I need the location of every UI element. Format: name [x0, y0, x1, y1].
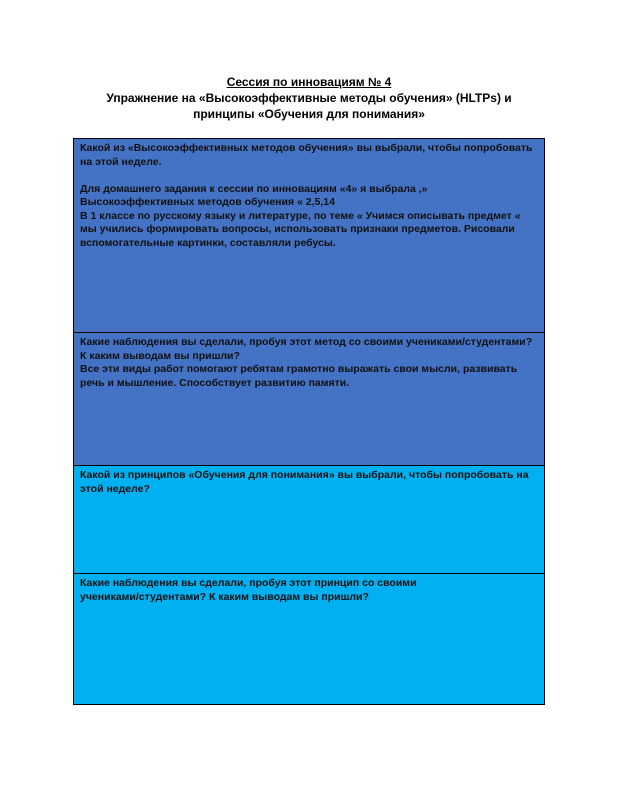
- row-1-question-line-2: на этой неделе.: [80, 155, 162, 168]
- row-2-question-line-2: К каким выводам вы пришли?: [80, 349, 240, 362]
- row-2-answer-line-1: Все эти виды работ помогают ребятам грамотно выражать свои мысли, развивать: [80, 363, 518, 375]
- table-row-principles-choice[interactable]: [74, 465, 544, 573]
- row-4-question-line-1: Какие наблюдения вы сделали, пробуя этот принцип со своими: [80, 577, 417, 589]
- row-1-answer-line-2: Высокоэффективных методов обучения « 2,5,14: [80, 196, 335, 208]
- row-2-answer-line-2: речь и мышление. Способствует развитию памяти.: [80, 376, 350, 389]
- exercise-subtitle-line-1: Упражнение на «Высокоэффективные методы обучения» (HLTPs) и: [106, 91, 512, 105]
- row-4-question-line-2: учениками/студентами? К каким выводам вы пришли?: [80, 590, 369, 603]
- row-1-answer-line-1: Для домашнего задания к сессии по инновациям «4» я выбрала ,»: [80, 182, 428, 195]
- exercise-table: [73, 138, 545, 705]
- table-row-methods-choice[interactable]: [74, 139, 544, 332]
- table-row-principles-observations[interactable]: [74, 573, 544, 704]
- row-1-answer-line-5: вспомогательные картинки, составляли ребусы.: [80, 236, 336, 249]
- row-3-question-line-2: этой неделе?: [80, 482, 150, 495]
- row-3-question-line-1: Какой из принципов «Обучения для понимания» вы выбрали, чтобы попробовать на: [80, 469, 529, 481]
- row-1-answer-line-3: В 1 классе по русскому языку и литературе, по теме « Учимся описывать предмет «: [80, 209, 521, 222]
- table-row-methods-observations[interactable]: [74, 332, 544, 465]
- session-title: Сессия по инновациям № 4: [226, 75, 392, 89]
- row-1-question-line-1: Какой из «Высокоэффективных методов обучения» вы выбрали, чтобы попробовать: [80, 142, 533, 154]
- row-1-answer-line-4: мы учились формировать вопросы, использовать признаки предметов. Рисовали: [80, 223, 515, 235]
- exercise-subtitle-line-2: принципы «Обучения для понимания»: [193, 107, 425, 121]
- row-2-question-line-1: Какие наблюдения вы сделали, пробуя этот метод со своими учениками/студентами?: [80, 336, 533, 348]
- document-header: [0, 74, 618, 122]
- paragraph-spacer: [80, 169, 540, 183]
